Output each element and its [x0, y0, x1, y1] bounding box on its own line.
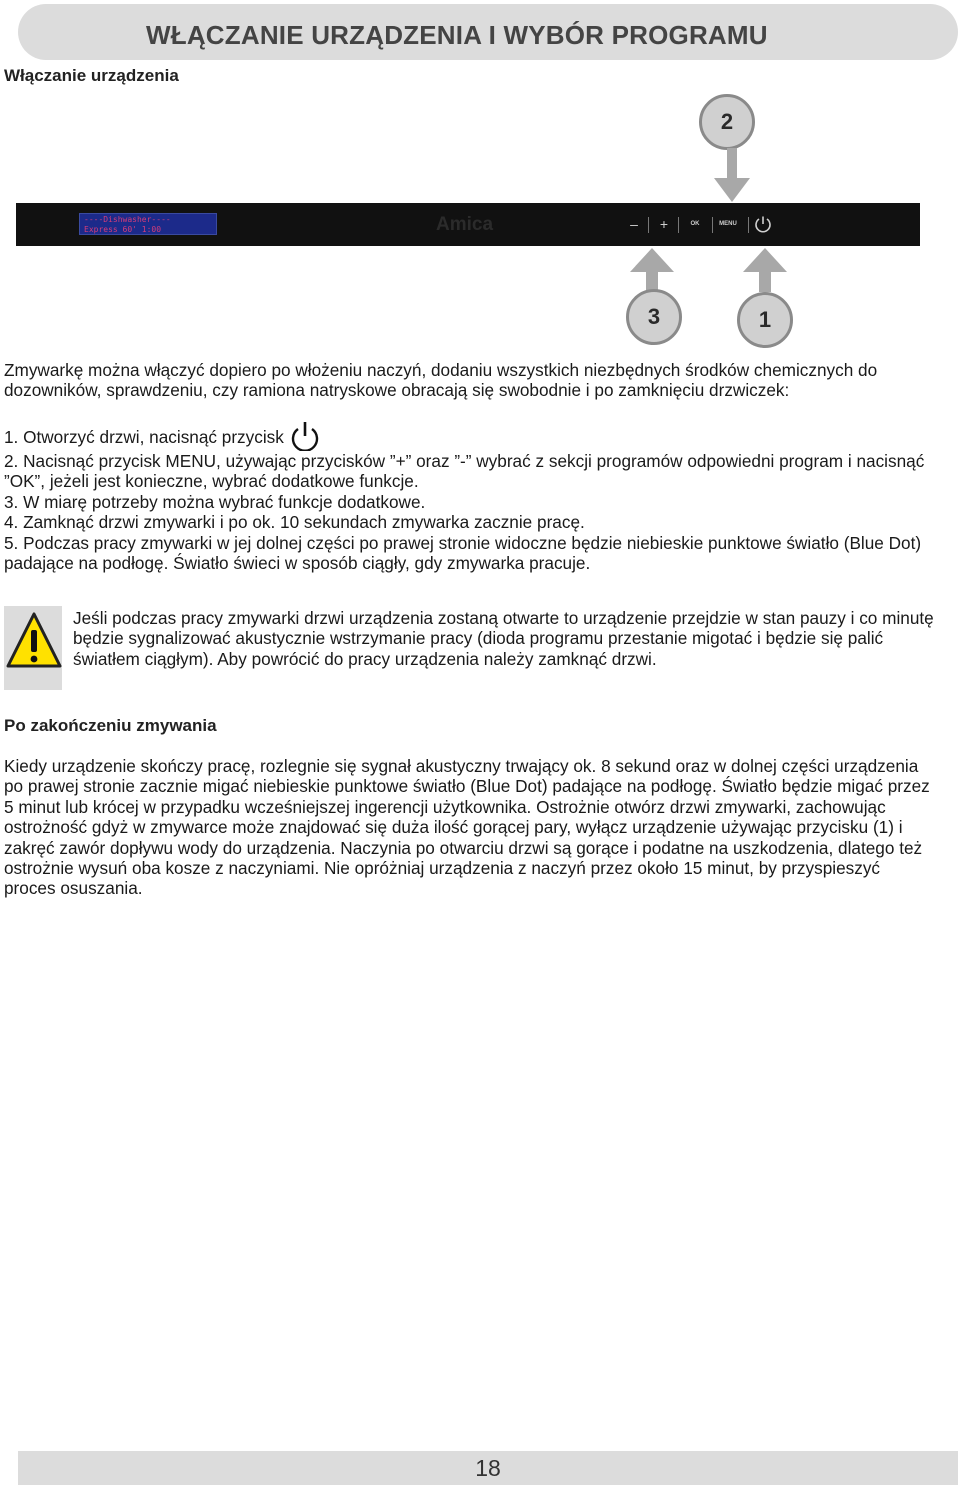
list-item: 2. Nacisnąć przycisk MENU, używając przycisków ”+” oraz ”-” wybrać z sekcji programów odpowiedni program i nacisnąć ”OK”, jeżeli jest konieczne, wybrać dodatkowe funkcje. [4, 451, 925, 492]
warning-icon [6, 610, 62, 670]
section-heading-power-on: Włączanie urządzenia [4, 66, 179, 85]
panel-divider [678, 217, 679, 233]
page-title: WŁĄCZANIE URZĄDZENIA I WYBÓR PROGRAMU [146, 20, 768, 50]
warning-box [4, 606, 62, 690]
step-1-text: 1. Otworzyć drzwi, nacisnąć przycisk [4, 427, 284, 447]
arrow-up-icon [626, 246, 678, 292]
header-bar [18, 4, 958, 60]
warning-text: Jeśli podczas pracy zmywarki drzwi urządzenia zostaną otwarte to urządzenie przejdzie w stan pauzy i co minutę będzie sygnalizować akustycznie wstrzymanie pracy (dioda programu przestanie migotać i będzie się palić światłem ciągłym). Aby powrócić do pracy urządzenia należy zamknąć drzwi. [73, 608, 934, 669]
panel-divider [648, 217, 649, 233]
menu-button[interactable]: MENU [719, 221, 737, 227]
callout-3: 3 [626, 289, 682, 345]
section-heading-after-washing: Po zakończeniu zmywania [4, 716, 217, 735]
list-item: 5. Podczas pracy zmywarki w jej dolnej części po prawej stronie widoczne będzie niebieskie punktowe światło (Blue Dot) padające na podłogę. Światło świeci w sposób ciągły, gdy zmywarka pracuje. [4, 532, 922, 574]
steps-list [4, 421, 934, 573]
panel-divider [712, 217, 713, 233]
page-number: 18 [475, 1455, 501, 1481]
plus-button[interactable]: + [659, 216, 669, 232]
panel-display [79, 213, 217, 235]
arrow-up-icon [739, 246, 791, 292]
control-panel [16, 203, 920, 246]
display-line-2: Express 60' 1:00 [84, 225, 162, 234]
brand-logo: Amica [436, 214, 494, 235]
ok-button[interactable]: OK [690, 221, 700, 227]
intro-paragraph: Zmywarkę można włączyć dopiero po włożeniu naczyń, dodaniu wszystkich niezbędnych środków chemicznych do dozowników, sprawdzeniu, czy ramiona natryskowe obracają się swobodnie i po zamknięciu drzwiczek: [4, 360, 878, 401]
power-icon[interactable] [754, 215, 772, 233]
footer-bar [18, 1451, 958, 1485]
callout-2: 2 [699, 94, 755, 150]
list-item [4, 421, 934, 451]
list-item: 4. Zamknąć drzwi zmywarki i po ok. 10 sekundach zmywarka zacznie pracę. [4, 512, 585, 533]
power-icon [288, 421, 322, 451]
minus-button[interactable]: – [630, 216, 638, 232]
panel-divider [748, 217, 749, 233]
list-item: 3. W miarę potrzeby można wybrać funkcje dodatkowe. [4, 491, 426, 512]
callout-1: 1 [737, 292, 793, 348]
display-line-1: ----Dishwasher---- [84, 215, 171, 224]
arrow-down-icon [712, 148, 752, 204]
after-washing-paragraph: Kiedy urządzenie skończy pracę, rozlegnie się sygnał akustyczny trwający ok. 8 sekund oraz w dolnej części urządzenia po prawej stronie zacznie migać niebieskie punktowe światło (Blue Dot) padające na podłogę. Światło będzie migać przez 5 minut lub krócej w przypadku wcześniejszej ingerencji użytkownika. Ostrożnie otwórz drzwi zmywarki, zachowując ostrożność gdyż w zmywarce może znajdować się duża ilość gorącej pary, wyłącz urządzenie używając przycisku (1) i zakręć zawór dopływu wody do urządzenia. Naczynia po otwarciu drzwi są gorące i podatne na uszkodzenia, dlatego też ostrożnie wysuń oba kosze z naczyniami. Nie opróżniaj urządzenia z naczyń przez około 15 minut, by przyspieszyć proces osuszania. [4, 756, 930, 899]
